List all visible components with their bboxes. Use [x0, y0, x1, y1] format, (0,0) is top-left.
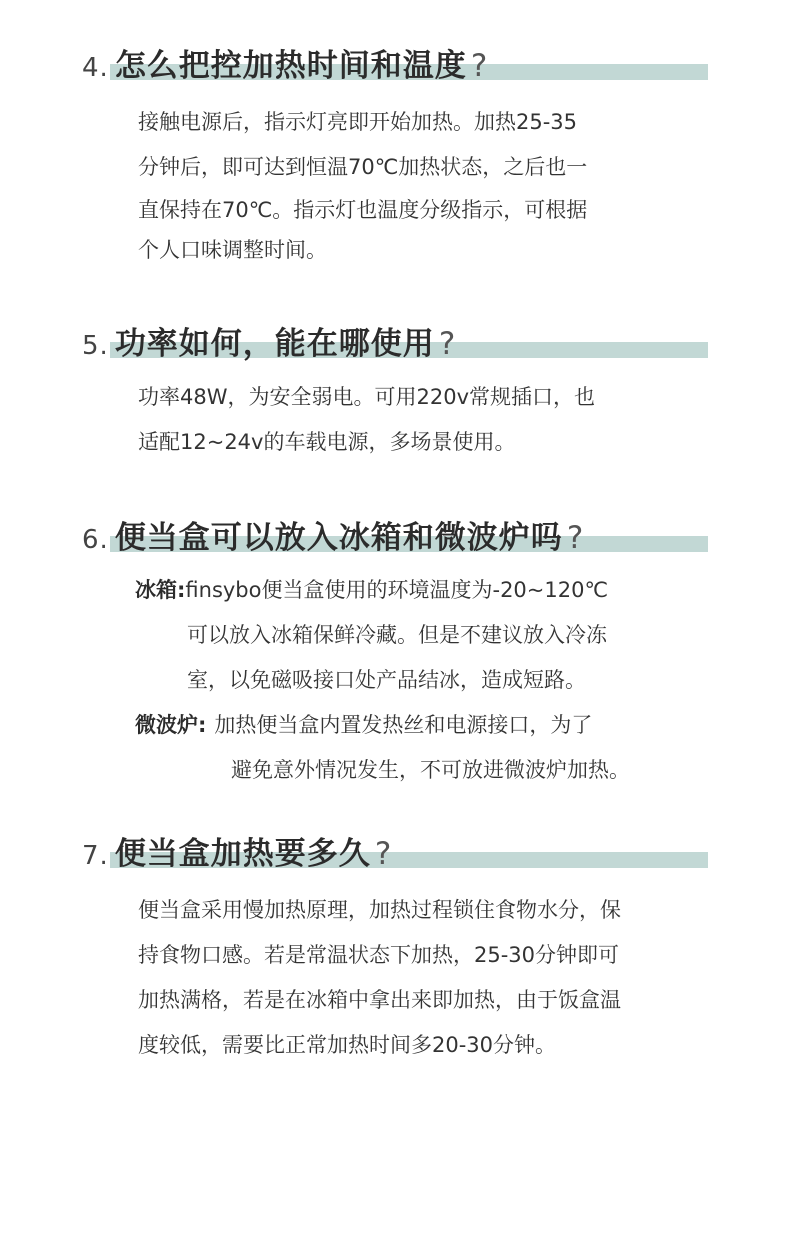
faq-section-5: [0, 318, 790, 370]
answer-line: 直保持在70℃。指示灯也温度分级指示，可根据: [138, 198, 588, 222]
answer-line: 个人口味调整时间。: [138, 238, 327, 262]
faq-section-6: [0, 512, 790, 564]
question-text: 功率如何，能在哪使用: [114, 326, 435, 362]
question-mark: ?: [374, 836, 393, 872]
answer-line: 分钟后，即可达到恒温70℃加热状态，之后也一: [138, 155, 588, 179]
question-mark: ?: [438, 326, 457, 362]
answer-line: 度较低，需要比正常加热时间多20-30分钟。: [138, 1033, 557, 1057]
faq-section-4: [0, 40, 790, 92]
faq-heading: [0, 512, 790, 564]
faq-question: [82, 40, 488, 85]
faq-heading: [0, 40, 790, 92]
fridge-label: 冰箱:: [135, 578, 186, 602]
answer-line: [135, 703, 630, 748]
answer-line: 室，以免磁吸接口处产品结冰，造成短路。: [187, 668, 586, 692]
answer-line: 适配12~24v的车载电源，多场景使用。: [138, 430, 516, 454]
faq-answer-6: [135, 568, 630, 793]
answer-line: [135, 568, 630, 613]
faq-heading: [0, 828, 790, 880]
question-text: 便当盒加热要多久: [114, 836, 371, 872]
question-text: 怎么把控加热时间和温度: [114, 48, 467, 84]
microwave-text: 加热便当盒内置发热丝和电源接口，为了: [214, 713, 593, 737]
faq-question: [82, 828, 392, 873]
faq-answer-4: [138, 100, 587, 270]
question-number: 6.: [82, 525, 109, 555]
faq-heading: [0, 318, 790, 370]
answer-line: 可以放入冰箱保鲜冷藏。但是不建议放入冷冻: [187, 623, 607, 647]
faq-answer-7: [138, 888, 621, 1068]
faq-question: [82, 318, 456, 363]
answer-line: 持食物口感。若是常温状态下加热，25-30分钟即可: [138, 943, 620, 967]
fridge-text: finsybo便当盒使用的环境温度为-20~120℃: [185, 578, 609, 602]
answer-line: 便当盒采用慢加热原理，加热过程锁住食物水分，保: [138, 898, 621, 922]
answer-line: 接触电源后，指示灯亮即开始加热。加热25-35: [138, 110, 578, 134]
faq-section-7: [0, 828, 790, 880]
question-mark: ?: [470, 48, 489, 84]
answer-line: 功率48W，为安全弱电。可用220v常规插口，也: [138, 385, 595, 409]
faq-answer-5: [138, 375, 595, 465]
question-number: 5.: [82, 331, 109, 361]
microwave-label: 微波炉:: [135, 713, 207, 737]
answer-line: 避免意外情况发生，不可放进微波炉加热。: [231, 758, 630, 782]
question-mark: ?: [566, 520, 585, 556]
question-text: 便当盒可以放入冰箱和微波炉吗: [114, 520, 563, 556]
question-number: 7.: [82, 841, 109, 871]
answer-line: 加热满格，若是在冰箱中拿出来即加热，由于饭盒温: [138, 988, 621, 1012]
faq-question: [82, 512, 584, 557]
question-number: 4.: [82, 53, 109, 83]
